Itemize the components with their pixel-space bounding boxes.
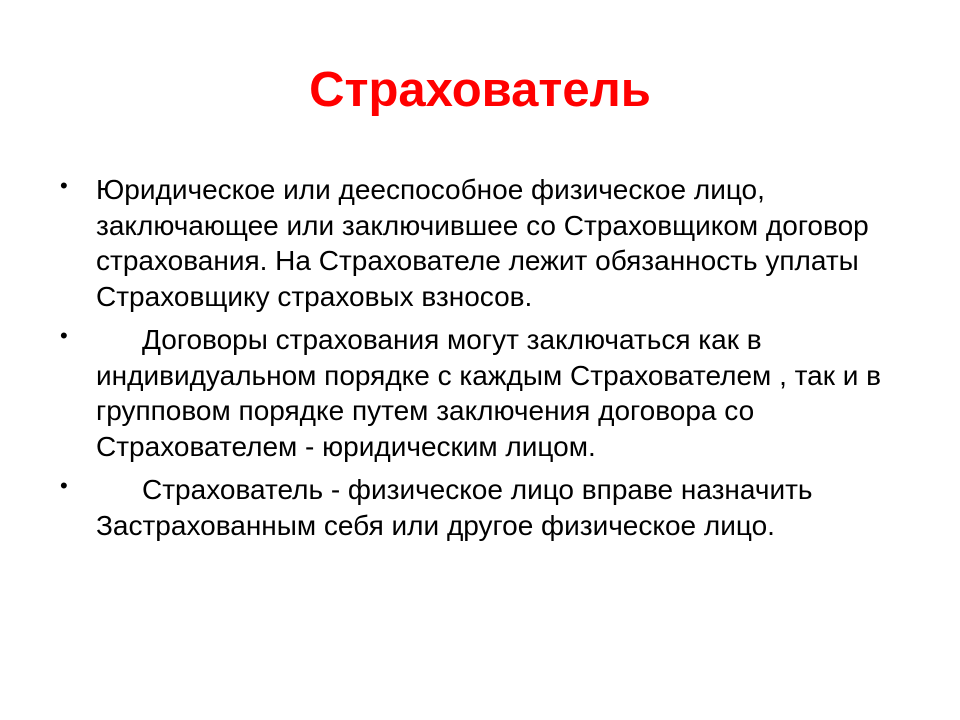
bullet-text-indented bbox=[96, 472, 910, 543]
bullet-text: Договоры страхования могут заключаться как в индивидуальном порядке с каждым Страхователем , так и в групповом порядке путем заключения договора со Страхователем - юридическим лицом. bbox=[96, 324, 882, 462]
slide-title: Страхователь bbox=[309, 63, 651, 117]
bullet-text: Юридическое или дееспособное физическое лицо, заключающее или заключившее со Страховщиком договор страхования. На Страхователе лежит обязанность уплаты Страховщику страховых взносов. bbox=[96, 174, 869, 312]
bullet-icon: • bbox=[60, 173, 68, 198]
bullet-icon: • bbox=[60, 323, 68, 348]
bullet-item-1 bbox=[60, 172, 910, 314]
bullet-item-2 bbox=[60, 322, 910, 464]
bullet-icon: • bbox=[60, 473, 68, 498]
bullet-text: Страхователь - физическое лицо вправе назначить Застрахованным себя или другое физическое лицо. bbox=[96, 474, 813, 541]
bullet-list bbox=[60, 172, 910, 543]
bullet-item-3 bbox=[60, 472, 910, 543]
bullet-text-indented bbox=[96, 322, 910, 464]
